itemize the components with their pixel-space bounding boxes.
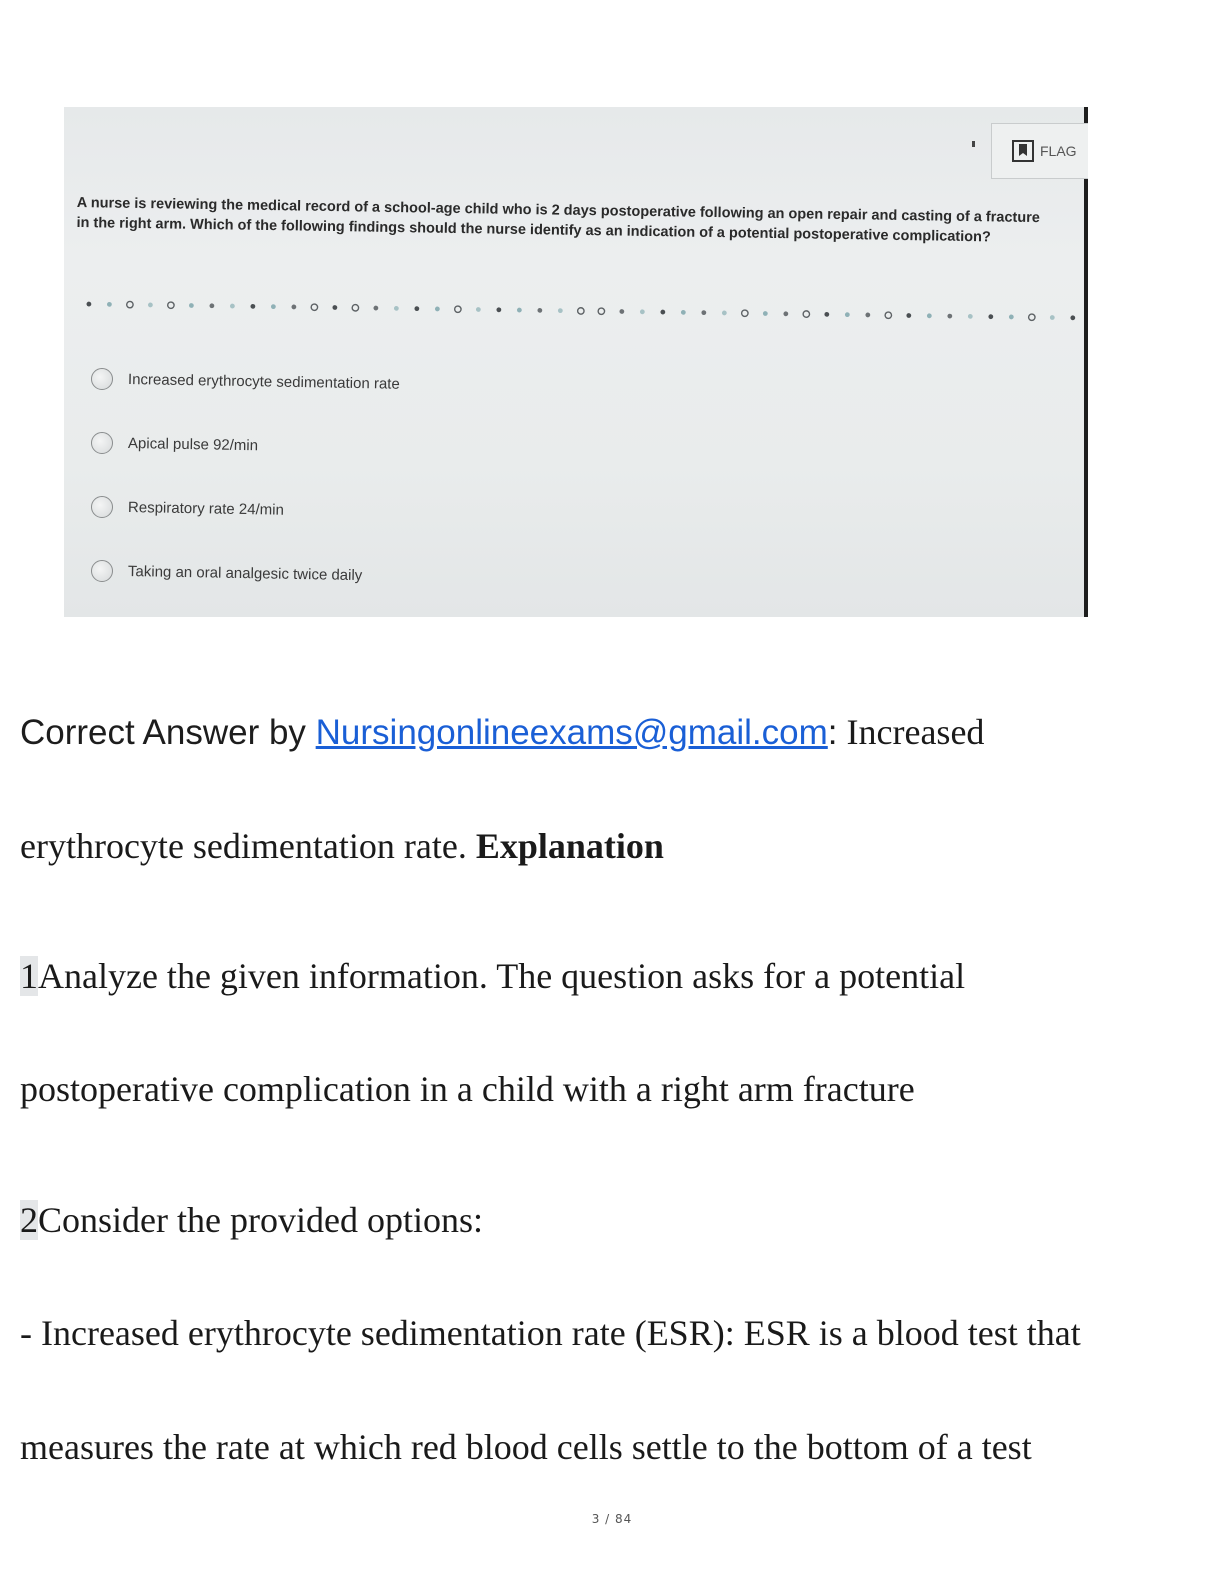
- flag-label: FLAG: [1040, 143, 1077, 159]
- divider-dot: [332, 305, 337, 310]
- divider-dot: [435, 307, 440, 312]
- divider-dot: [783, 311, 788, 316]
- option-label: Increased erythrocyte sedimentation rate: [127, 370, 400, 393]
- answer-colon: :: [827, 713, 838, 752]
- step-number: 2: [20, 1200, 38, 1240]
- option-label: Apical pulse 92/min: [127, 434, 259, 454]
- option-explanation-line: [20, 1312, 1081, 1354]
- explanation-text: - Increased erythrocyte sedimentation rate (ESR): ESR is a blood test that: [20, 1313, 1081, 1353]
- divider-dot: [455, 306, 461, 312]
- step-text: Analyze the given information. The question asks for a potential: [38, 956, 966, 996]
- divider-dot: [742, 310, 748, 316]
- dust-mark: [972, 141, 975, 147]
- divider-dot: [598, 308, 604, 314]
- divider-dot: [127, 301, 133, 307]
- answer-options: [91, 347, 691, 603]
- divider-dot: [496, 307, 501, 312]
- divider-dot: [86, 302, 91, 307]
- divider-dot: [885, 312, 891, 318]
- divider-dot: [352, 305, 358, 311]
- screen-bezel: [1084, 107, 1088, 617]
- step-number: 1: [20, 956, 38, 996]
- flag-button[interactable]: [991, 123, 1088, 179]
- divider-dot: [230, 304, 235, 309]
- divider-dot: [209, 303, 214, 308]
- divider-dot: [578, 308, 584, 314]
- answer-continuation-line: [20, 825, 664, 867]
- divider-dot: [250, 304, 255, 309]
- option-label: Taking an oral analgesic twice daily: [127, 562, 363, 584]
- divider-dot: [1029, 314, 1035, 320]
- divider-dot: [373, 306, 378, 311]
- option-item[interactable]: [91, 347, 691, 411]
- correct-answer-line: [20, 711, 984, 754]
- answer-lead: Correct Answer by: [20, 713, 316, 752]
- divider-dot: [988, 314, 993, 319]
- explanation-text: measures the rate at which red blood cells settle to the bottom of a test: [20, 1427, 1032, 1467]
- answer-second-part: erythrocyte sedimentation rate.: [20, 826, 476, 866]
- option-item[interactable]: [91, 539, 691, 603]
- divider-dot: [968, 314, 973, 319]
- option-item[interactable]: [91, 475, 691, 539]
- divider-dot: [824, 312, 829, 317]
- step-text: Consider the provided options:: [38, 1200, 483, 1240]
- divider-dot: [107, 302, 112, 307]
- divider-dot: [906, 313, 911, 318]
- radio-button[interactable]: [91, 560, 113, 582]
- divider-dot: [865, 313, 870, 318]
- divider-dot: [394, 306, 399, 311]
- step1-continuation: [20, 1068, 915, 1110]
- divider-dot: [1050, 315, 1055, 320]
- radio-button[interactable]: [91, 368, 113, 390]
- divider-dot: [722, 311, 727, 316]
- divider-dot: [558, 308, 563, 313]
- divider-dot: [681, 310, 686, 315]
- divider-dot: [640, 309, 645, 314]
- quiz-screenshot-photo: [64, 107, 1088, 617]
- radio-button[interactable]: [91, 496, 113, 518]
- divider-dot: [414, 306, 419, 311]
- divider-dot: [168, 302, 174, 308]
- step1-line: [20, 955, 965, 997]
- option-explanation-continuation: [20, 1426, 1032, 1468]
- divider-dot: [291, 304, 296, 309]
- dotted-divider: [84, 297, 1079, 325]
- step2-line: [20, 1199, 483, 1241]
- email-link[interactable]: Nursingonlineexams@gmail.com: [315, 713, 828, 752]
- divider-dot: [947, 314, 952, 319]
- bookmark-icon: [1012, 140, 1034, 162]
- divider-dot: [927, 313, 932, 318]
- answer-first-part: Increased: [837, 712, 985, 752]
- option-label: Respiratory rate 24/min: [127, 498, 285, 519]
- page-indicator: 3 / 84: [591, 1512, 633, 1526]
- divider-dot: [660, 310, 665, 315]
- divider-dot: [476, 307, 481, 312]
- divider-dot: [701, 310, 706, 315]
- radio-button[interactable]: [91, 432, 113, 454]
- divider-dot: [537, 308, 542, 313]
- divider-dot: [1070, 315, 1075, 320]
- question-text: A nurse is reviewing the medical record of a school-age child who is 2 days postoperative following an open repair and casting of a fracture in the right arm. Which of the following findings should the nurse identify as an indication of a potential postoperative complication?: [76, 194, 1040, 246]
- divider-dot: [271, 304, 276, 309]
- divider-dot: [311, 304, 317, 310]
- divider-dot: [189, 303, 194, 308]
- divider-dot: [148, 302, 153, 307]
- divider-dot: [517, 308, 522, 313]
- step-text: postoperative complication in a child with a right arm fracture: [20, 1069, 915, 1109]
- divider-dot: [1009, 315, 1014, 320]
- divider-dot: [763, 311, 768, 316]
- divider-dot: [845, 312, 850, 317]
- divider-dot: [803, 311, 809, 317]
- option-item[interactable]: [91, 411, 691, 475]
- divider-dot: [619, 309, 624, 314]
- explanation-heading: Explanation: [475, 826, 664, 866]
